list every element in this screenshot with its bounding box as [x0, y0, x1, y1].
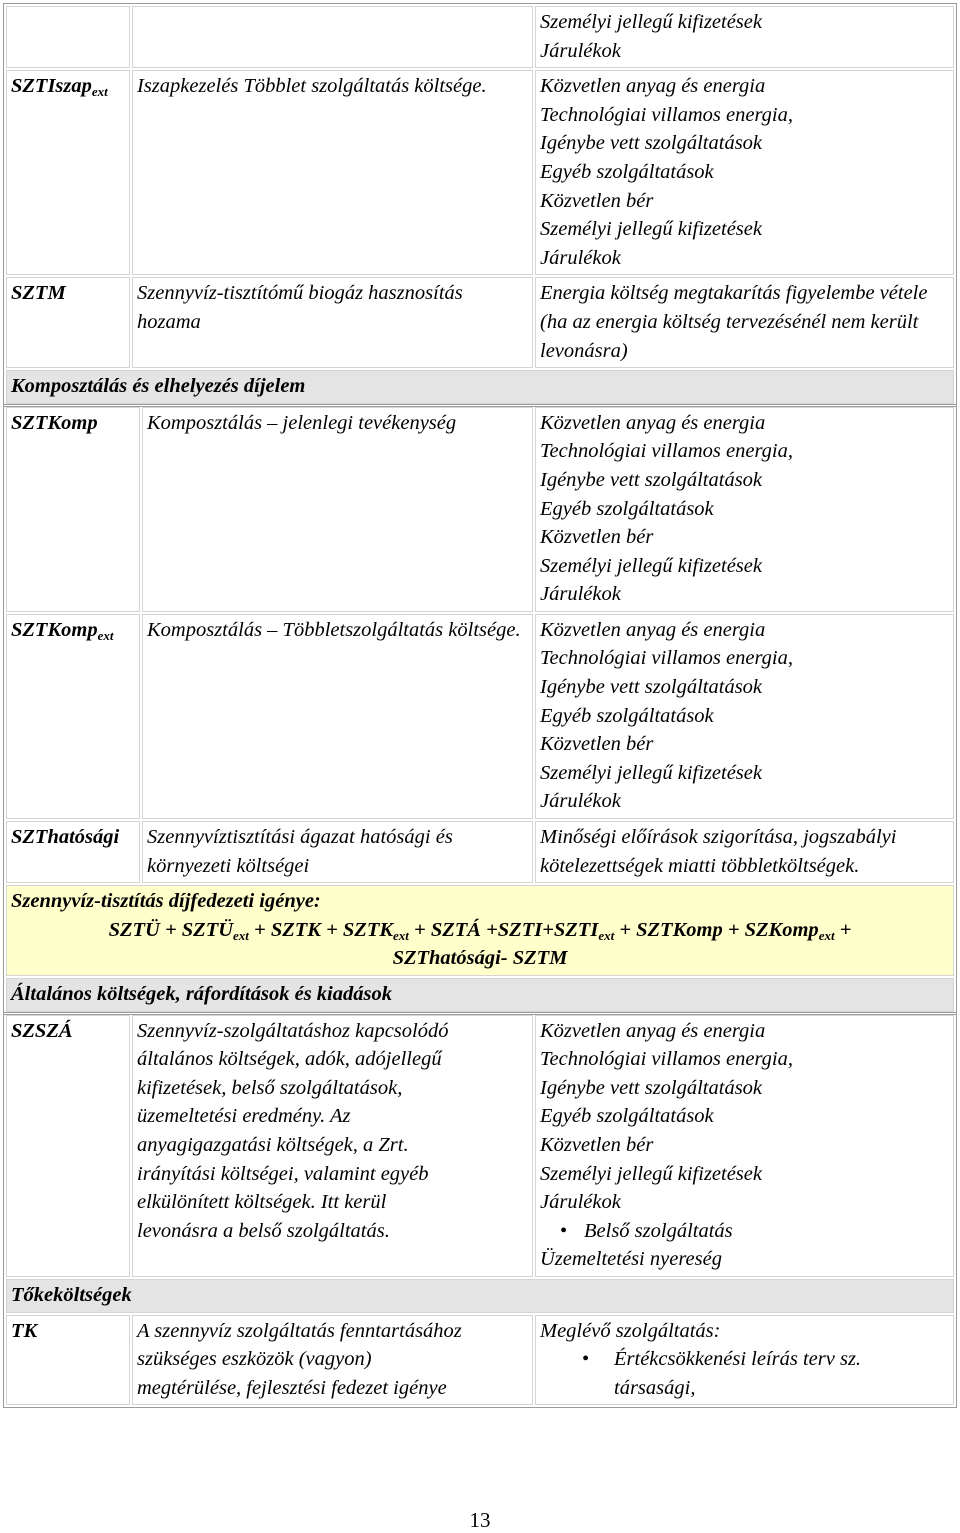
table-row — [6, 70, 954, 275]
list-item: Közvetlen anyag és energia — [540, 411, 766, 434]
items-cell — [535, 1015, 954, 1277]
table-row — [6, 614, 954, 819]
formula-expression: SZTÜ + $SZTÜ_{ext}$ + SZTK + $SZTK_{ext}$ + SZTÁ $+SZTI+SZTI_{ext}$ + SZTKomp + SZKomp$_{ext}$ + — [108, 918, 852, 943]
note-cell: Minőségi előírások szigorítása, jogszabályi kötelezettségek miatti többletköltségek. — [535, 821, 954, 883]
desc-line: levonásra a belső szolgáltatás. — [137, 1219, 390, 1242]
desc-line: üzemeltetési eredmény. Az — [137, 1105, 351, 1128]
list-item: Technológiai villamos energia, — [540, 103, 794, 126]
desc-cell: Iszapkezelés Többlet szolgáltatás költsége. — [132, 70, 533, 275]
code-cell — [6, 6, 130, 68]
list-item: Személyi jellegű kifizetések — [540, 1162, 762, 1185]
formula-cell — [6, 885, 954, 976]
list-item: Közvetlen bér — [540, 1133, 654, 1156]
cost-table-general — [3, 1012, 957, 1409]
desc-line: kifizetések, belső szolgáltatások, — [137, 1076, 403, 1099]
desc-line: Szennyvíz-szolgáltatáshoz kapcsolódó — [137, 1019, 449, 1042]
desc-line: általános költségek, adók, adójellegű — [137, 1048, 442, 1071]
list-item: Üzemeltetési nyereség — [540, 1248, 722, 1271]
bullet-continuation: társasági, — [614, 1376, 696, 1399]
list-item: Igénybe vett szolgáltatások — [540, 132, 763, 155]
code-cell: SZTIszap$_{ext}$ — [6, 70, 130, 275]
desc-line: szükséges eszközök (vagyon) — [137, 1348, 372, 1371]
list-item: Egyéb szolgáltatások — [540, 160, 714, 183]
desc-cell: Komposztálás – jelenlegi tevékenység — [142, 407, 533, 612]
list-item: Igénybe vett szolgáltatások — [540, 676, 763, 699]
table-row — [6, 6, 954, 68]
list-item: Igénybe vett szolgáltatások — [540, 468, 763, 491]
cost-table-compost — [3, 404, 957, 1015]
code-cell: SZTM — [6, 277, 130, 368]
desc-line: elkülönített költségek. Itt kerül — [137, 1191, 387, 1214]
page-number: 13 — [469, 1508, 491, 1532]
table-row — [6, 1015, 954, 1277]
list-item: Személyi jellegű kifizetések — [540, 218, 762, 241]
formula-heading: Szennyvíz-tisztítás díjfedezeti igénye: — [11, 890, 321, 913]
list-item: Technológiai villamos energia, — [540, 647, 794, 670]
code-cell: SZTKomp — [6, 407, 140, 612]
list-item: Személyi jellegű kifizetések — [540, 11, 762, 33]
desc-line: A szennyvíz szolgáltatás fenntartásához — [137, 1319, 462, 1342]
section-header-row — [6, 370, 954, 404]
desc-line: anyagigazgatási költségek, a Zrt. — [137, 1133, 409, 1156]
list-item: Egyéb szolgáltatások — [540, 497, 714, 520]
bullet-list-item: • Értékcsökkenési leírás terv sz. — [540, 1345, 949, 1374]
list-item: Közvetlen bér — [540, 189, 654, 212]
list-item: Személyi jellegű kifizetések — [540, 554, 762, 577]
code-cell: SZThatósági — [6, 821, 140, 883]
list-item: Közvetlen bér — [540, 733, 654, 756]
list-item: Járulékok — [540, 583, 621, 606]
section-title: Általános költségek, ráfordítások és kiadások — [6, 978, 954, 1012]
section-title: Komposztálás és elhelyezés díjelem — [6, 370, 954, 404]
section-header-row — [6, 978, 954, 1012]
list-item: Járulékok — [540, 246, 621, 269]
table-row — [6, 277, 954, 368]
list-item: Személyi jellegű kifizetések — [540, 761, 762, 784]
list-item: Járulékok — [540, 1191, 621, 1214]
desc-cell — [132, 1015, 533, 1277]
desc-cell: Komposztálás – Többletszolgáltatás költsége. — [142, 614, 533, 819]
code-cell: TK — [6, 1315, 130, 1406]
list-item: Technológiai villamos energia, — [540, 1048, 794, 1071]
desc-cell — [132, 1315, 533, 1406]
section-header-row — [6, 1279, 954, 1313]
table-row — [6, 821, 954, 883]
document-page — [3, 3, 957, 1408]
list-item: Közvetlen anyag és energia — [540, 1019, 766, 1042]
items-cell — [535, 614, 954, 819]
table-row — [6, 1315, 954, 1406]
note-cell: Energia költség megtakarítás figyelembe vétele (ha az energia költség tervezésénél nem került levonásra) — [535, 277, 954, 368]
list-item: Igénybe vett szolgáltatások — [540, 1076, 763, 1099]
desc-cell: Szennyvíztisztítási ágazat hatósági és környezeti költségei — [142, 821, 533, 883]
desc-line: irányítási költségei, valamint egyéb — [137, 1162, 429, 1185]
items-cell — [535, 407, 954, 612]
items-cell — [535, 1315, 954, 1406]
desc-cell — [132, 6, 533, 68]
code-cell: SZSZÁ — [6, 1015, 130, 1277]
items-cell — [535, 70, 954, 275]
section-title: Tőkeköltségek — [6, 1279, 954, 1313]
list-item: Közvetlen bér — [540, 526, 654, 549]
code-cell: SZTKomp$_{ext}$ — [6, 614, 140, 819]
desc-line: megtérülése, fejlesztési fedezet igénye — [137, 1376, 447, 1399]
list-heading: Meglévő szolgáltatás: — [540, 1319, 721, 1342]
formula-expression-line2: SZThatósági- SZTM — [392, 947, 568, 970]
list-item: Egyéb szolgáltatások — [540, 704, 714, 727]
list-item: Közvetlen anyag és energia — [540, 618, 766, 641]
cost-table-upper — [3, 3, 957, 407]
list-item: Egyéb szolgáltatások — [540, 1105, 714, 1128]
bullet-list-item: • Belső szolgáltatás — [540, 1217, 949, 1246]
desc-cell: Szennyvíz-tisztítómű biogáz hasznosítás hozama — [132, 277, 533, 368]
list-item: Járulékok — [540, 790, 621, 813]
list-item: Technológiai villamos energia, — [540, 440, 794, 463]
list-item: Közvetlen anyag és energia — [540, 75, 766, 98]
list-item: Járulékok — [540, 39, 621, 62]
items-cell — [535, 6, 954, 68]
formula-row — [6, 885, 954, 976]
table-row — [6, 407, 954, 612]
